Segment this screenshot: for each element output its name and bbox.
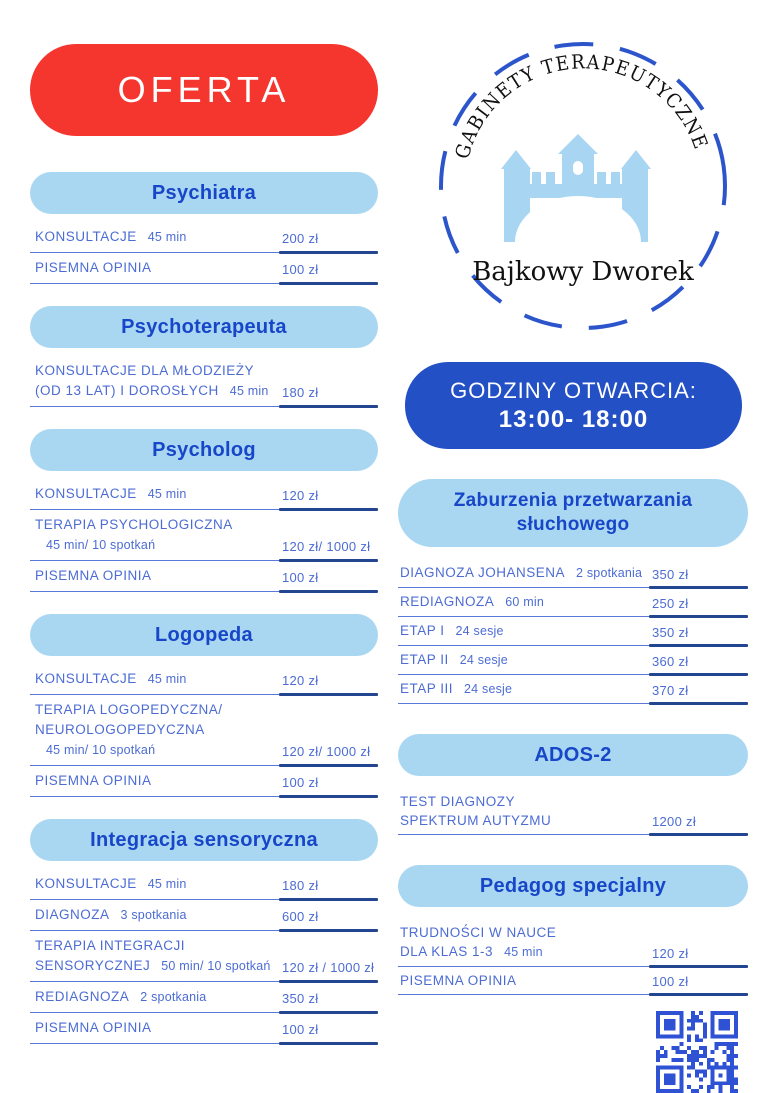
qr-code-icon	[656, 1011, 738, 1093]
service-detail: 2 spotkania	[576, 566, 643, 580]
service-label: KONSULTACJE DLA MŁODZIEŻY	[35, 363, 255, 378]
left-column	[30, 44, 378, 1066]
left-price-sections	[30, 172, 378, 1044]
service-name-line	[400, 942, 652, 962]
section-header: Psychiatra	[30, 172, 378, 214]
service-price: 100 zł	[282, 262, 319, 277]
price-section	[30, 819, 378, 1044]
service-label: TERAPIA PSYCHOLOGICZNA	[35, 517, 233, 532]
service-name-line	[35, 515, 282, 535]
service-name-line	[35, 700, 282, 720]
service-name	[35, 936, 282, 976]
price-row	[30, 869, 378, 900]
service-name	[35, 669, 282, 689]
section-header: Logopeda	[30, 614, 378, 656]
service-name-line	[35, 669, 282, 689]
price-row	[30, 222, 378, 253]
price-row	[30, 356, 378, 407]
opening-hours-label: GODZINY OTWARCIA:	[450, 377, 697, 403]
service-detail: 45 min	[147, 672, 187, 686]
service-price: 120 zł	[282, 488, 319, 503]
service-name-line	[35, 535, 282, 555]
service-label: KONSULTACJE	[35, 486, 137, 501]
service-label: SENSORYCZNEJ	[35, 958, 151, 973]
logo-arc-text: GABINETY TERAPEUTYCZNE	[450, 50, 714, 162]
service-name-line	[35, 956, 282, 976]
service-name-line	[35, 874, 282, 894]
service-name	[400, 923, 652, 962]
section-header: Integracja sensoryczna	[30, 819, 378, 861]
service-name-line	[35, 227, 282, 247]
section-rows	[30, 356, 378, 407]
service-detail: 45 min/ 10 spotkań	[46, 743, 156, 757]
service-label: ETAP I	[400, 623, 445, 638]
right-column	[398, 40, 748, 1093]
service-label: REDIAGNOZA	[35, 989, 130, 1004]
service-name	[35, 771, 282, 791]
service-detail: 45 min	[147, 230, 187, 244]
price-row	[30, 900, 378, 931]
service-label: TRUDNOŚCI W NAUCE	[400, 925, 557, 940]
service-name	[400, 792, 652, 830]
service-detail: 2 spotkania	[140, 990, 207, 1004]
service-name	[400, 971, 652, 990]
qr-code	[656, 1011, 738, 1093]
price-section	[398, 734, 748, 835]
service-price: 180 zł	[282, 385, 319, 400]
service-name	[35, 258, 282, 278]
service-label: REDIAGNOZA	[400, 594, 495, 609]
service-label: PISEMNA OPINIA	[400, 973, 517, 988]
service-label: TERAPIA LOGOPEDYCZNA/	[35, 702, 223, 717]
service-name	[35, 566, 282, 586]
section-rows	[30, 222, 378, 284]
service-price: 200 zł	[282, 231, 319, 246]
price-section	[398, 865, 748, 995]
service-name-line	[400, 679, 652, 699]
opening-hours-value: 13:00- 18:00	[498, 405, 649, 433]
service-label: PISEMNA OPINIA	[35, 1020, 152, 1035]
service-price: 350 zł	[652, 625, 689, 640]
service-name	[35, 700, 282, 760]
service-name-line	[35, 381, 282, 401]
service-detail: 45 min	[147, 877, 187, 891]
service-detail: 45 min	[229, 384, 269, 398]
service-detail: 60 min	[505, 595, 544, 609]
service-name-line	[400, 923, 652, 942]
service-name-line	[400, 971, 652, 990]
service-detail: 50 min/ 10 spotkań	[161, 959, 271, 973]
service-price: 120 zł	[652, 946, 689, 961]
service-name	[400, 563, 652, 583]
price-row	[398, 588, 748, 617]
offer-banner-label: OFERTA	[117, 69, 291, 110]
price-row	[30, 1013, 378, 1044]
service-name-line	[35, 258, 282, 278]
section-header: Zaburzenia przetwarzania słuchowego	[398, 479, 748, 547]
price-row	[398, 646, 748, 675]
service-name	[35, 874, 282, 894]
service-name-line	[35, 987, 282, 1007]
service-detail: 24 sesje	[464, 682, 513, 696]
service-name-line	[35, 566, 282, 586]
section-header: Psychoterapeuta	[30, 306, 378, 348]
service-label: ETAP III	[400, 681, 454, 696]
service-price: 250 zł	[652, 596, 689, 611]
price-row	[30, 982, 378, 1013]
price-row	[398, 967, 748, 995]
service-price: 100 zł	[282, 1022, 319, 1037]
service-name	[400, 621, 652, 641]
service-detail: 24 sesje	[459, 653, 508, 667]
service-price: 120 zł/ 1000 zł	[282, 744, 371, 759]
service-label: NEUROLOGOPEDYCZNA	[35, 722, 205, 737]
service-name-line	[35, 905, 282, 925]
service-name-line	[400, 792, 652, 811]
price-row	[398, 788, 748, 835]
section-rows	[398, 919, 748, 995]
service-name-line	[35, 484, 282, 504]
price-section	[30, 172, 378, 284]
service-name	[35, 361, 282, 401]
section-rows	[398, 788, 748, 835]
price-row	[30, 253, 378, 284]
price-section	[398, 479, 748, 704]
service-label: KONSULTACJE	[35, 229, 137, 244]
logo-brand-name: Bajkowy Dworek	[472, 257, 694, 287]
section-rows	[398, 559, 748, 704]
price-section	[30, 614, 378, 797]
service-name	[35, 227, 282, 247]
service-label: DLA KLAS 1-3	[400, 944, 494, 959]
service-label: PISEMNA OPINIA	[35, 568, 152, 583]
service-name	[400, 650, 652, 670]
service-price: 370 zł	[652, 683, 689, 698]
service-name-line	[35, 361, 282, 381]
service-name-line	[400, 592, 652, 612]
service-name-line	[35, 936, 282, 956]
service-price: 120 zł / 1000 zł	[282, 960, 375, 975]
price-row	[398, 919, 748, 967]
service-name-line	[35, 740, 282, 760]
opening-hours-box	[405, 362, 742, 449]
offer-banner	[30, 44, 378, 136]
service-label: KONSULTACJE	[35, 671, 137, 686]
service-name-line	[400, 563, 652, 583]
service-price: 120 zł	[282, 673, 319, 688]
right-price-sections	[398, 479, 748, 995]
service-name	[400, 679, 652, 699]
price-row	[30, 931, 378, 982]
price-row	[30, 695, 378, 766]
service-label: DIAGNOZA	[35, 907, 110, 922]
service-name	[35, 515, 282, 555]
price-row	[30, 479, 378, 510]
service-detail: 45 min	[147, 487, 187, 501]
section-header: ADOS-2	[398, 734, 748, 776]
service-detail: 24 sesje	[455, 624, 504, 638]
service-label: TEST DIAGNOZY	[400, 794, 516, 809]
service-price: 100 zł	[282, 570, 319, 585]
service-price: 600 zł	[282, 909, 319, 924]
service-name	[35, 905, 282, 925]
service-price: 1200 zł	[652, 814, 697, 829]
service-label: TERAPIA INTEGRACJI	[35, 938, 186, 953]
service-name-line	[35, 1018, 282, 1038]
service-label: SPEKTRUM AUTYZMU	[400, 813, 552, 828]
service-price: 120 zł/ 1000 zł	[282, 539, 371, 554]
section-header: Psycholog	[30, 429, 378, 471]
service-label: (OD 13 LAT) I DOROSŁYCH	[35, 383, 219, 398]
price-row	[398, 617, 748, 646]
price-section	[30, 429, 378, 592]
price-row	[30, 561, 378, 592]
castle-icon	[501, 134, 651, 243]
service-name	[35, 1018, 282, 1038]
price-row	[30, 766, 378, 797]
service-name	[35, 484, 282, 504]
service-price: 350 zł	[282, 991, 319, 1006]
service-name	[35, 987, 282, 1007]
service-price: 350 zł	[652, 567, 689, 582]
section-rows	[30, 869, 378, 1044]
service-name	[400, 592, 652, 612]
price-row	[30, 510, 378, 561]
price-section	[30, 306, 378, 407]
price-row	[30, 664, 378, 695]
service-name-line	[35, 720, 282, 740]
service-label: PISEMNA OPINIA	[35, 260, 152, 275]
clinic-logo-graphic	[433, 40, 733, 332]
service-price: 180 zł	[282, 878, 319, 893]
service-price: 100 zł	[282, 775, 319, 790]
service-name-line	[400, 811, 652, 830]
section-header: Pedagog specjalny	[398, 865, 748, 907]
price-row	[398, 559, 748, 588]
service-label: DIAGNOZA JOHANSENA	[400, 565, 566, 580]
service-price: 100 zł	[652, 974, 689, 989]
service-name-line	[400, 650, 652, 670]
service-detail: 45 min/ 10 spotkań	[46, 538, 156, 552]
service-price: 360 zł	[652, 654, 689, 669]
service-label: KONSULTACJE	[35, 876, 137, 891]
section-rows	[30, 479, 378, 592]
service-label: PISEMNA OPINIA	[35, 773, 152, 788]
service-label: ETAP II	[400, 652, 449, 667]
service-name-line	[35, 771, 282, 791]
section-rows	[30, 664, 378, 797]
service-detail: 45 min	[504, 945, 543, 959]
clinic-logo	[433, 40, 733, 332]
service-name-line	[400, 621, 652, 641]
price-row	[398, 675, 748, 704]
service-detail: 3 spotkania	[120, 908, 187, 922]
